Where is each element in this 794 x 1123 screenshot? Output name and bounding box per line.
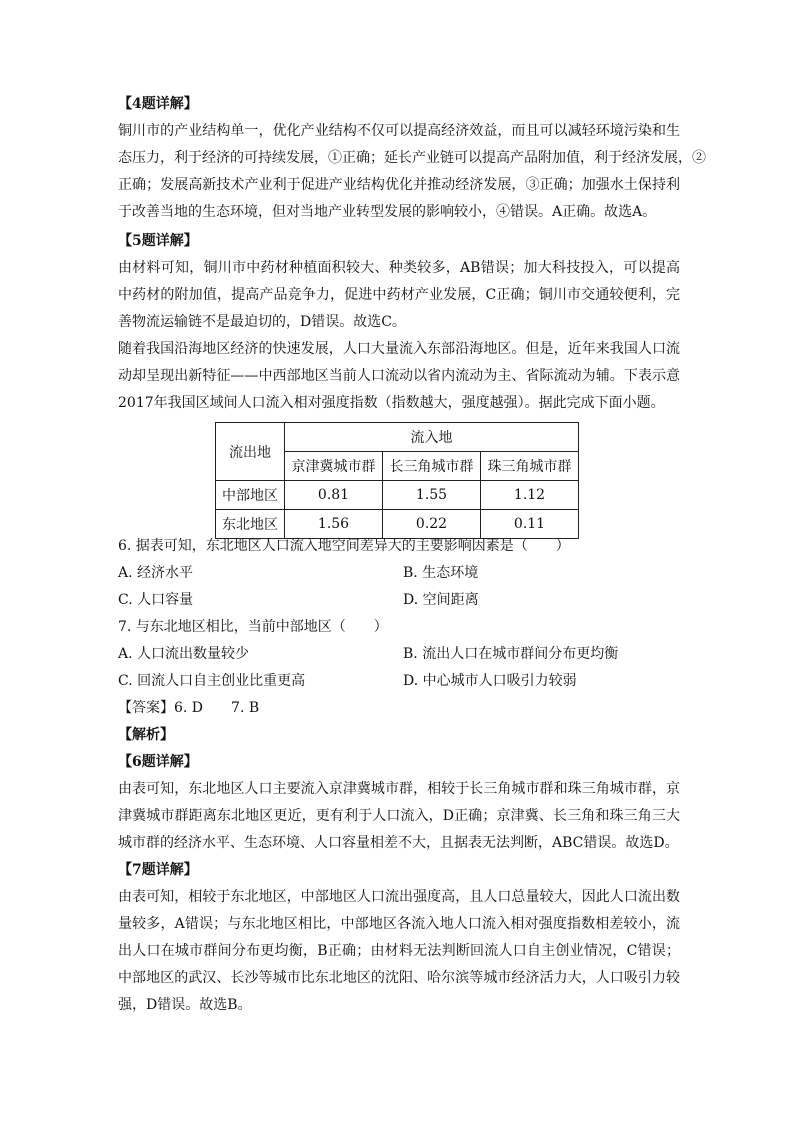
q7-detail-line-2: 量较多，A错误；与东北地区相比，中部地区各流入地人口流入相对强度指数相差较小，流: [118, 916, 680, 932]
column-header: 珠三角城市群: [481, 452, 579, 481]
intro-line-2: 动却呈现出新特征——中西部地区当前人口流动以省内流动为主、省际流动为辅。下表示意: [118, 368, 680, 384]
q7-option-b: B. 流出人口在城市群间分布更均衡: [403, 646, 619, 662]
q7-option-c: C. 回流人口自主创业比重更高: [118, 673, 306, 689]
q7-detail-heading: 【7题详解】: [118, 862, 198, 878]
inflow-index-table: [215, 422, 579, 539]
q5-line-2: 中药材的附加值，提高产品竞争力，促进中药材产业发展，C正确；铜川市交通较便利，完: [118, 287, 680, 303]
q5-line-1: 由材料可知，铜川市中药材种植面积较大、种类较多，AB错误；加大科技投入，可以提高: [118, 260, 680, 276]
q5-heading: 【5题详解】: [118, 233, 198, 249]
row-region: 东北地区: [216, 510, 285, 539]
q6-detail-line-2: 津冀城市群距离东北地区更近，更有利于人口流入，D正确；京津冀、长三角和珠三角三大: [118, 808, 680, 824]
row-region: 中部地区: [216, 481, 285, 510]
q7-detail-line-5: 强，D错误。故选B。: [118, 997, 252, 1013]
q7-stem: 7. 与东北地区相比，当前中部地区（ ）: [118, 619, 388, 635]
column-header: 京津冀城市群: [285, 452, 383, 481]
q7-detail-line-1: 由表可知，相较于东北地区，中部地区人口流出强度高，且人口总量较大，因此人口流出数: [118, 889, 680, 905]
table-cell: 1.55: [383, 481, 481, 510]
q4-line-3: 正确；发展高新技术产业利于促进产业结构优化并推动经济发展，③正确；加强水土保持利: [118, 177, 680, 193]
intro-line-1: 随着我国沿海地区经济的快速发展，人口大量流入东部沿海地区。但是，近年来我国人口流: [118, 341, 680, 357]
q7-detail-line-4: 中部地区的武汉、长沙等城市比东北地区的沈阳、哈尔滨等城市经济活力大，人口吸引力较: [118, 970, 680, 986]
table-cell: 1.56: [285, 510, 383, 539]
table-cell: 0.81: [285, 481, 383, 510]
intro-line-3: 2017年我国区域间人口流入相对强度指数（指数越大，强度越强）。据此完成下面小题。: [118, 395, 665, 411]
q4-heading: 【4题详解】: [118, 96, 198, 112]
q4-line-4: 于改善当地的生态环境，但对当地产业转型发展的影响较小，④错误。A正确。故选A。: [118, 204, 657, 220]
table-cell: 1.12: [481, 481, 579, 510]
q4-line-1: 铜川市的产业结构单一，优化产业结构不仅可以提高经济效益，而且可以减轻环境污染和生: [118, 123, 680, 139]
q7-option-a: A. 人口流出数量较少: [118, 646, 250, 662]
q7-option-d: D. 中心城市人口吸引力较弱: [403, 673, 577, 689]
inflow-header: 流入地: [285, 423, 579, 452]
q4-line-2: 态压力，利于经济的可持续发展，①正确；延长产业链可以提高产品附加值，利于经济发展，②: [118, 150, 706, 166]
outflow-header: 流出地: [216, 423, 285, 481]
table-row: [216, 481, 579, 510]
q6-detail-line-3: 城市群的经济水平、生态环境、人口容量相差不大，且据表无法判断，ABC错误。故选D。: [118, 835, 679, 851]
answer-line: 【答案】6. D 7. B: [118, 700, 260, 716]
table-cell: 0.11: [481, 510, 579, 539]
column-header: 长三角城市群: [383, 452, 481, 481]
q6-option-b: B. 生态环境: [403, 565, 479, 581]
q6-stem: 6. 据表可知，东北地区人口流入地空间差异大的主要影响因素是（ ）: [118, 538, 570, 554]
table-cell: 0.22: [383, 510, 481, 539]
q6-option-a: A. 经济水平: [118, 565, 194, 581]
q6-detail-heading: 【6题详解】: [118, 754, 198, 770]
q7-detail-line-3: 出人口在城市群间分布更均衡，B正确；由材料无法判断回流人口自主创业情况，C错误；: [118, 943, 680, 959]
table-row: [216, 510, 579, 539]
q5-line-3: 善物流运输链不是最迫切的，D错误。故选C。: [118, 314, 406, 330]
q6-option-c: C. 人口容量: [118, 592, 194, 608]
q6-detail-line-1: 由表可知，东北地区人口主要流入京津冀城市群，相较于长三角城市群和珠三角城市群，京: [118, 781, 680, 797]
analysis-heading: 【解析】: [118, 727, 174, 743]
q6-option-d: D. 空间距离: [403, 592, 479, 608]
